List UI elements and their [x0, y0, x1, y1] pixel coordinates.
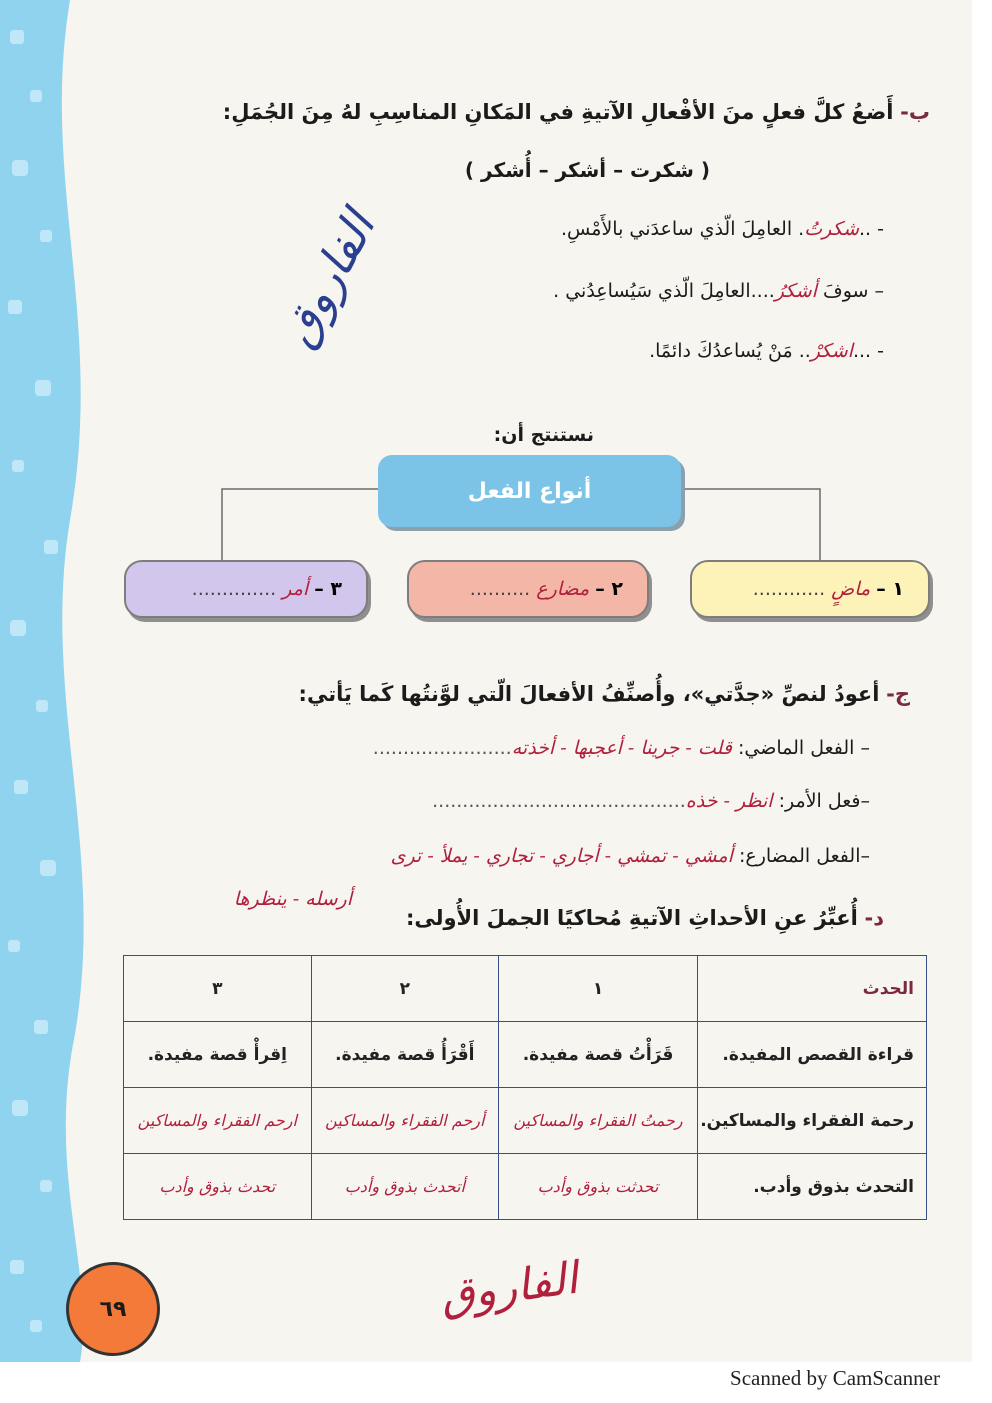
past-verbs-row: – الفعل الماضي: قلت - جرينا - أعجبها - أخذته.......................	[372, 737, 870, 759]
table-row	[124, 1022, 927, 1088]
present-verbs-continuation: أرسله - ينظرها	[233, 888, 352, 910]
verb-types-title: أنواع الفعل	[378, 455, 681, 527]
header-col-1: ١	[499, 956, 698, 1022]
handwritten-answer: أتحدث بذوق وأدب	[344, 1176, 465, 1196]
verb-type-present-box: ٢ – مضارع ..........	[407, 560, 649, 618]
scanner-watermark: Scanned by CamScanner	[730, 1366, 940, 1390]
imperative-verbs-row: –فعل الأمر: انظر - خذه..........................................	[432, 790, 870, 812]
table-cell: أَقْرَأُ قصة مفيدة.	[311, 1022, 499, 1088]
table-cell: اِقرأْ قصة مفيدة.	[124, 1022, 312, 1088]
table-header-row	[124, 956, 927, 1022]
handwritten-answer: رحمتُ الفقراء والمساكين	[513, 1110, 683, 1130]
verb-type-past-box: ١ – ماضٍ ............	[690, 560, 930, 618]
page-number: ٦٩	[99, 1296, 127, 1322]
table-cell	[311, 1154, 499, 1220]
handwritten-answer: ارحم الفقراء والمساكين	[137, 1110, 297, 1130]
event-cell: التحدث بذوق وأدب.	[698, 1154, 927, 1220]
header-col-2: ٢	[311, 956, 499, 1022]
table-row	[124, 1088, 927, 1154]
table-cell	[499, 1088, 698, 1154]
events-table	[123, 955, 927, 1220]
table-cell	[124, 1088, 312, 1154]
sentence-1: - ..شكرتُ. العامِلَ الّذي ساعدَني بالأَمْسِ.	[561, 218, 884, 240]
table-cell	[124, 1154, 312, 1220]
header-event: الحدث	[698, 956, 927, 1022]
table-row	[124, 1154, 927, 1220]
table-cell	[311, 1088, 499, 1154]
section-d-instruction: د- أُعبِّرُ عنِ الأحداثِ الآتيةِ مُحاكيًا الجملَ الأُولى:	[405, 906, 884, 930]
verb-choices: ( شكرت – أشكر – أُشكر )	[464, 158, 710, 182]
header-col-3: ٣	[124, 956, 312, 1022]
sentence-3: - ...اشكرْ.. مَنْ يُساعدُكَ دائمًا.	[649, 340, 884, 362]
page-number-badge	[66, 1262, 160, 1356]
event-cell: رحمة الفقراء والمساكين.	[698, 1088, 927, 1154]
margin-handwritten-note: الفاروق	[270, 202, 386, 356]
handwritten-answer: تحدث بذوق وأدب	[159, 1176, 276, 1196]
conclusion-label: نستنتج أن:	[493, 424, 594, 446]
section-c-instruction: ج- أعودُ لنصِّ «جدَّتي»، وأُصنِّفُ الأفعالَ الّتي لوَّنتُها كَما يَأتي:	[298, 682, 910, 706]
table-cell	[499, 1154, 698, 1220]
section-b-instruction: ب- أَضعُ كلَّ فعلٍ منَ الأفْعالِ الآتيةِ في المَكانِ المناسِبِ لهُ مِنَ الجُمَلِ:	[222, 100, 930, 124]
diagram-connectors	[0, 0, 972, 640]
present-verbs-row: –الفعل المضارع: أمشي - تمشي - أجاري - تجاري - يملأ - ترى	[390, 845, 870, 867]
handwritten-signature: الفاروق	[437, 1252, 581, 1323]
handwritten-answer: تحدثت بذوق وأدب	[537, 1176, 659, 1196]
verb-type-imperative-box: ٣ – أمر ..............	[124, 560, 368, 618]
table-cell: قَرَأْتُ قصة مفيدة.	[499, 1022, 698, 1088]
event-cell: قراءة القصص المفيدة.	[698, 1022, 927, 1088]
handwritten-answer: أرحم الفقراء والمساكين	[325, 1110, 485, 1130]
sentence-2: – سوفَ أشكرُ....العامِلَ الّذي سَيُساعِدُني .	[553, 280, 884, 302]
